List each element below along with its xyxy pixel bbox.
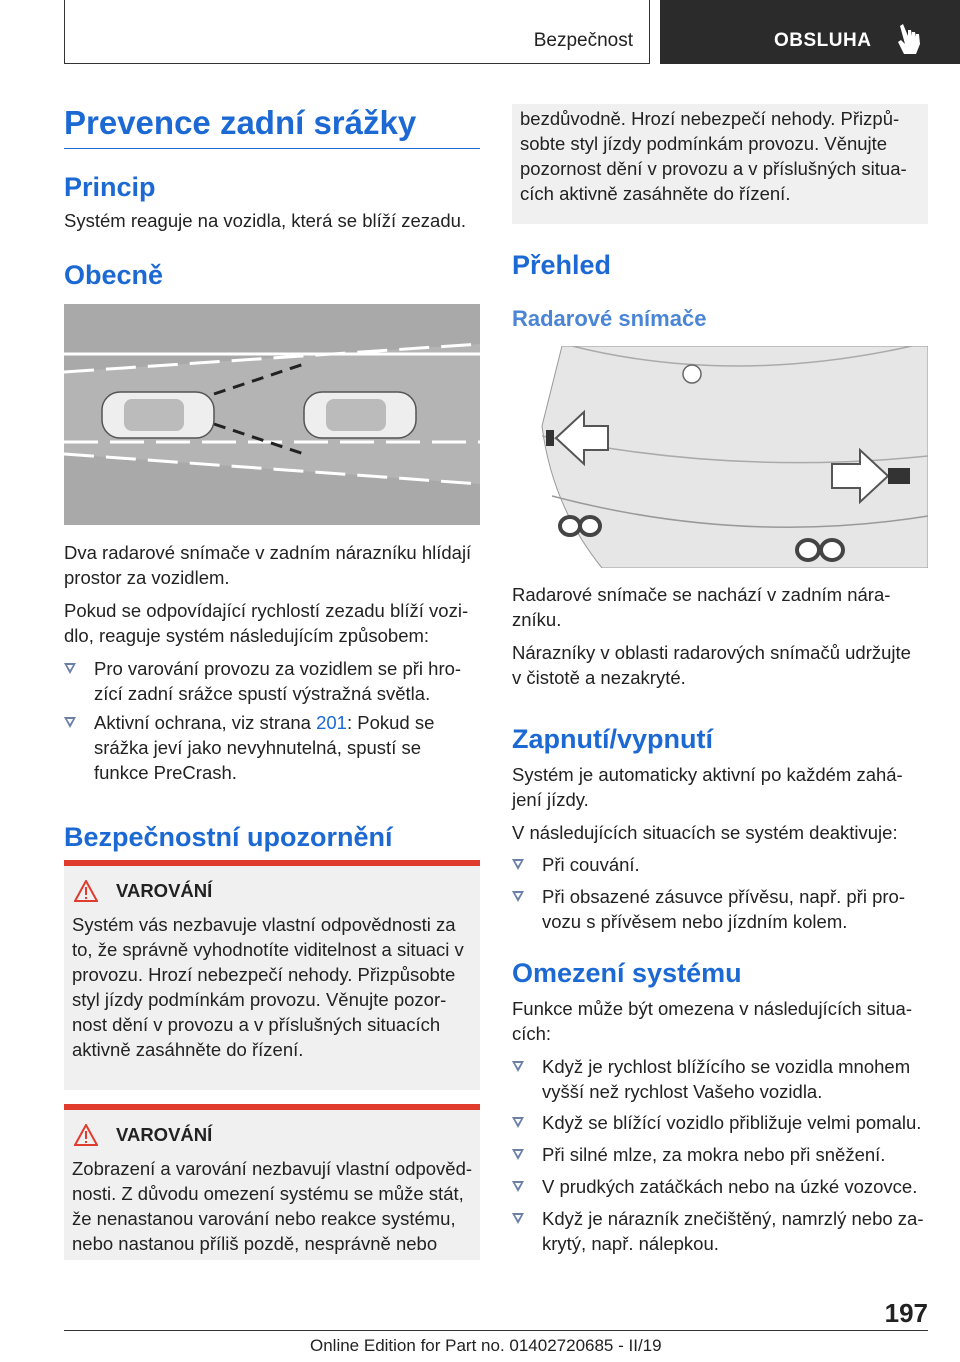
car-rear-icon — [102, 392, 214, 438]
list-item: Pro varování provozu za vozidlem se při hro- zící zadní srážce spustí výstražná světla. — [64, 656, 480, 708]
para-bumper-care: Nárazníky v oblasti radarových snímačů udržujte v čistotě a nezakryté. — [512, 642, 911, 688]
list-item: Při silné mlze, za mokra nebo při sněžení. — [512, 1142, 928, 1168]
bullet-triangle-icon — [512, 1061, 524, 1072]
bullet-triangle-icon — [512, 1149, 524, 1160]
list-item: Aktivní ochrana, viz strana 201: Pokud se srážka jeví jako nevyhnutelná, spustí se funkce PreCrash. — [64, 710, 480, 788]
para-limits: Funkce může být omezena v následujících situa- cích: — [512, 998, 912, 1044]
header-chapter-box — [660, 0, 960, 64]
rear-bumper-illustration — [512, 346, 928, 568]
bullet-triangle-icon — [512, 1117, 524, 1128]
warning-bar — [64, 1104, 480, 1110]
warning-title: VAROVÁNÍ — [116, 1124, 213, 1145]
list-item: Při couvání. — [512, 852, 928, 878]
bullet-triangle-icon — [64, 717, 76, 728]
header-chapter: OBSLUHA — [774, 30, 872, 51]
list-item: V prudkých zatáčkách nebo na úzké vozovce. — [512, 1174, 928, 1200]
warning-text: Zobrazení a varování nezbavují vlastní odpověd- nosti. Z důvodu omezení systému se může stát, že nenastanou varování nebo reakce systému, nebo nastanou příliš pozdě, nesprávně nebo — [72, 1158, 473, 1254]
header-section: Bezpečnost — [533, 30, 633, 51]
hand-pointer-icon — [894, 22, 924, 56]
heading-radarove: Radarové snímače — [512, 306, 707, 331]
para-sensors: Dva radarové snímače v zadním nárazníku hlídají prostor za vozidlem. — [64, 542, 472, 588]
heading-zapnuti: Zapnutí/vypnutí — [512, 724, 713, 754]
bullet-triangle-icon — [512, 859, 524, 870]
heading-prehled: Přehled — [512, 250, 612, 280]
bullet-triangle-icon — [512, 1181, 524, 1192]
page-number: 197 — [884, 1298, 928, 1328]
warning-text: bezdůvodně. Hrozí nebezpečí nehody. Přizpů- sobte styl jízdy podmínkám provozu. Věnujte pozornost dění v provozu a v příslušných situa- cích aktivně zasáhněte do řízení. — [520, 108, 907, 204]
logo-icon — [683, 365, 701, 383]
warning-triangle-icon — [74, 1124, 98, 1146]
list-item: Když je nárazník znečištěný, namrzlý nebo za- krytý, např. nálepkou. — [512, 1206, 928, 1258]
bullet-triangle-icon — [512, 1213, 524, 1224]
heading-obecne: Obecně — [64, 260, 164, 290]
warning-box-continued — [512, 104, 928, 224]
heading-princip: Princip — [64, 172, 156, 202]
para-auto-active: Systém je automaticky aktivní po každém zahá- jení jízdy. — [512, 764, 903, 810]
warning-title: VAROVÁNÍ — [116, 880, 213, 901]
bullet-triangle-icon — [64, 663, 76, 674]
footer-edition: Online Edition for Part no. 01402720685 - II/19 — [310, 1336, 662, 1355]
warning-triangle-icon — [74, 880, 98, 902]
page-title: Prevence zadní srážky — [64, 104, 417, 141]
heading-omezeni: Omezení systému — [512, 958, 742, 988]
list-item: Při obsazené zásuvce přívěsu, např. při pro- vozu s přívěsem nebo jízdním kolem. — [512, 884, 928, 936]
warning-box — [64, 1104, 480, 1260]
list-item: Když je rychlost blížícího se vozidla mnohem vyšší než rychlost Vašeho vozidla. — [512, 1054, 928, 1106]
page-link[interactable]: 201 — [316, 712, 347, 733]
list-item: Když se blížící vozidlo přibližuje velmi pomalu. — [512, 1110, 928, 1136]
warning-box — [64, 860, 480, 1090]
princip-text: Systém reaguje na vozidla, která se blíží zezadu. — [64, 210, 467, 231]
bullet-triangle-icon — [512, 891, 524, 902]
title-rule — [64, 148, 480, 149]
warning-text: Systém vás nezbavuje vlastní odpovědnosti za to, že správně vyhodnotíte viditelnost a situaci v provozu. Hrozí nebezpečí nehody. Přizpůsobte styl jízdy podmínkám provozu. Věnujte pozor- nost dění v provozu a v příslušných situacích aktivně zasáhněte do řízení. — [72, 914, 464, 1060]
footer-rule — [64, 1330, 928, 1331]
radar-illustration — [64, 304, 480, 525]
header-section-box — [64, 0, 650, 64]
heading-bezpecnostni: Bezpečnostní upozornění — [64, 822, 393, 852]
para-reaction: Pokud se odpovídající rychlostí zezadu blíží vozi- dlo, reaguje systém následujícím způsobem: — [64, 600, 469, 646]
warning-bar — [64, 860, 480, 866]
car-front-icon — [304, 392, 416, 438]
para-radar-location: Radarové snímače se nachází v zadním nára- zníku. — [512, 584, 891, 630]
para-deactivation: V následujících situacích se systém deaktivuje: — [512, 822, 898, 843]
